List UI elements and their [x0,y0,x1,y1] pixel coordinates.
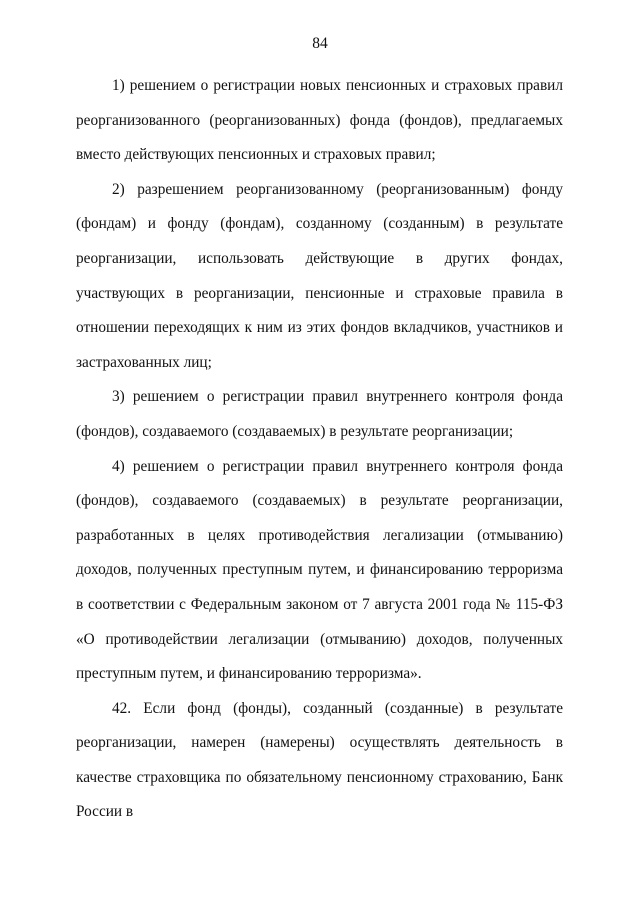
paragraph-item-1: 1) решением о регистрации новых пенсионных и страховых правил реорганизованного (реорганизованных) фонда (фондов), предлагаемых вместо действующих пенсионных и страховых правил; [76,77,563,164]
paragraph-clause-42: 42. Если фонд (фонды), созданный (созданные) в результате реорганизации, намерен (намерены) осуществлять деятельность в качестве страховщика по обязательному пенсионному страхованию, Банк России в [76,699,563,821]
paragraph-item-2: 2) разрешением реорганизованному (реорганизованным) фонду (фондам) и фонду (фондам), созданному (созданным) в результате реорганизации, использовать действующие в других фондах, участвующих в реорганизации, пенсионные и страховые правила в отношении переходящих к ним из этих фондов вкладчиков, участников и застрахованных лиц; [76,180,563,371]
paragraph-item-4: 4) решением о регистрации правил внутреннего контроля фонда (фондов), создаваемого (создаваемых) в результате реорганизации, разработанных в целях противодействия легализации (отмыванию) доходов, полученных преступным путем, и финансированию терроризма в соответствии с Федеральным законом от 7 августа 2001 года № 115-ФЗ «О противодействии легализации (отмыванию) доходов, полученных преступным путем, и финансированию терроризма». [76,457,563,683]
page-number: 84 [312,35,328,52]
document-body [76,69,563,830]
paragraph-item-3: 3) решением о регистрации правил внутреннего контроля фонда (фондов), создаваемого (создаваемых) в результате реорганизации; [76,388,563,440]
